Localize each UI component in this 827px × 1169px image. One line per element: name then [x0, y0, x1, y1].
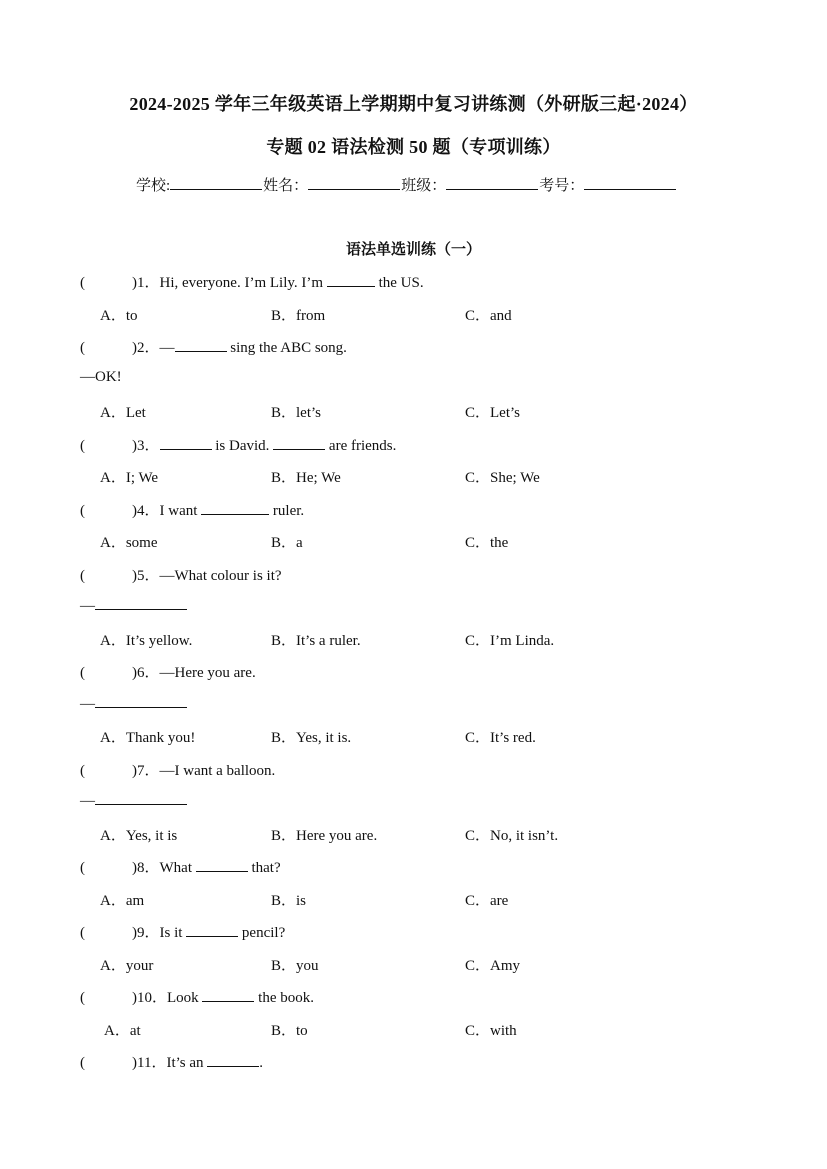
question-10: [80, 986, 314, 1007]
blank: [207, 1053, 259, 1067]
question-text-end: .: [259, 1055, 264, 1071]
option-a[interactable]: A．Let: [100, 405, 146, 421]
blank: [273, 436, 325, 450]
question-7: [80, 759, 275, 780]
reply-line: [80, 596, 187, 615]
option-a[interactable]: A．am: [100, 893, 145, 909]
reply-line: [80, 791, 187, 810]
question-8: [80, 856, 281, 877]
blank: [201, 501, 269, 515]
school-field[interactable]: [170, 175, 262, 190]
question-text: —What colour is it?: [159, 568, 282, 584]
question-number: )2．: [132, 340, 160, 356]
question-1: [80, 271, 424, 292]
option-a[interactable]: A．some: [100, 535, 158, 551]
question-text-end: the book.: [254, 990, 314, 1006]
exam-number-field[interactable]: [584, 175, 676, 190]
question-number: )6．: [132, 665, 160, 681]
blank: [186, 923, 238, 937]
answer-paren[interactable]: (: [80, 275, 85, 291]
section-title: 语法单选训练（一）: [345, 242, 481, 258]
document-subtitle: 专题 02 语法检测 50 题（专项训练）: [266, 137, 561, 157]
question-number: )9．: [132, 925, 160, 941]
blank: [327, 273, 375, 287]
school-label: 学校:: [136, 178, 171, 194]
class-label: 班级：: [401, 178, 447, 194]
question-number: )11．: [132, 1055, 167, 1071]
name-label: 姓名：: [263, 178, 309, 194]
question-text: Hi, everyone. I’m Lily. I’m: [159, 275, 327, 291]
question-text-end: ruler.: [269, 503, 305, 519]
student-info-row: [136, 174, 677, 195]
answer-paren[interactable]: (: [80, 990, 85, 1006]
blank: [196, 858, 248, 872]
option-a[interactable]: A．at: [104, 1023, 141, 1039]
option-c[interactable]: C．No, it isn’t.: [465, 828, 559, 844]
question-text: What: [159, 860, 196, 876]
question-text: is David.: [211, 438, 274, 454]
answer-paren[interactable]: (: [80, 860, 85, 876]
option-c[interactable]: C．and: [465, 308, 512, 324]
blank: [95, 791, 187, 805]
question-text-end: pencil?: [238, 925, 286, 941]
question-text-end: the US.: [374, 275, 424, 291]
option-b[interactable]: B．It’s a ruler.: [271, 633, 361, 649]
question-11: [80, 1051, 263, 1072]
answer-paren[interactable]: (: [80, 763, 85, 779]
option-a[interactable]: A．to: [100, 308, 138, 324]
question-text: —: [159, 340, 175, 356]
question-text-end: are friends.: [325, 438, 397, 454]
question-number: )1．: [132, 275, 160, 291]
reply-dash: —: [80, 696, 95, 712]
blank: [95, 596, 187, 610]
option-c[interactable]: C．Let’s: [465, 405, 520, 421]
answer-paren[interactable]: (: [80, 503, 85, 519]
option-b[interactable]: B．Here you are.: [271, 828, 378, 844]
question-3: [80, 434, 396, 455]
answer-paren[interactable]: (: [80, 925, 85, 941]
option-b[interactable]: B．to: [271, 1023, 308, 1039]
question-text: It’s an: [166, 1055, 208, 1071]
option-b[interactable]: B．Yes, it is.: [271, 730, 352, 746]
exam-number-label: 考号：: [539, 178, 585, 194]
option-b[interactable]: B．you: [271, 958, 319, 974]
question-text: —I want a balloon.: [159, 763, 276, 779]
question-text-end: that?: [247, 860, 281, 876]
option-a[interactable]: A．It’s yellow.: [100, 633, 193, 649]
question-text-end: sing the ABC song.: [226, 340, 347, 356]
option-c[interactable]: C．the: [465, 535, 509, 551]
question-number: )5．: [132, 568, 160, 584]
option-c[interactable]: C．She; We: [465, 470, 540, 486]
option-a[interactable]: A．I; We: [100, 470, 159, 486]
option-c[interactable]: C．with: [465, 1023, 517, 1039]
question-5: [80, 564, 282, 585]
question-9: [80, 921, 285, 942]
option-a[interactable]: A．Thank you!: [100, 730, 196, 746]
question-text: I want: [159, 503, 202, 519]
reply-line: —OK!: [80, 369, 122, 385]
question-number: )8．: [132, 860, 160, 876]
class-field[interactable]: [446, 175, 538, 190]
option-c[interactable]: C．I’m Linda.: [465, 633, 555, 649]
blank: [160, 436, 212, 450]
question-2: [80, 336, 347, 357]
option-b[interactable]: B．from: [271, 308, 326, 324]
option-a[interactable]: A．your: [100, 958, 154, 974]
option-b[interactable]: B．He; We: [271, 470, 341, 486]
option-c[interactable]: C．Amy: [465, 958, 521, 974]
answer-paren[interactable]: (: [80, 665, 85, 681]
option-b[interactable]: B．is: [271, 893, 307, 909]
blank: [202, 988, 254, 1002]
option-c[interactable]: C．are: [465, 893, 509, 909]
blank: [95, 694, 187, 708]
option-b[interactable]: B．a: [271, 535, 303, 551]
answer-paren[interactable]: (: [80, 568, 85, 584]
question-number: )7．: [132, 763, 160, 779]
reply-line: [80, 694, 187, 713]
name-field[interactable]: [308, 175, 400, 190]
question-text: —Here you are.: [159, 665, 256, 681]
document-title: 2024-2025 学年三年级英语上学期期中复习讲练测（外研版三起·2024）: [129, 94, 698, 114]
blank: [175, 338, 227, 352]
option-c[interactable]: C．It’s red.: [465, 730, 536, 746]
question-text: Look: [167, 990, 203, 1006]
question-4: [80, 499, 304, 520]
reply-dash: —: [80, 598, 95, 614]
question-number: )3．: [132, 438, 160, 454]
question-number: )10．: [132, 990, 167, 1006]
answer-paren[interactable]: (: [80, 340, 85, 356]
option-a[interactable]: A．Yes, it is: [100, 828, 178, 844]
question-text: Is it: [159, 925, 187, 941]
answer-paren[interactable]: (: [80, 438, 85, 454]
question-6: [80, 661, 256, 682]
option-b[interactable]: B．let’s: [271, 405, 322, 421]
answer-paren[interactable]: (: [80, 1055, 85, 1071]
question-number: )4．: [132, 503, 160, 519]
reply-dash: —: [80, 793, 95, 809]
